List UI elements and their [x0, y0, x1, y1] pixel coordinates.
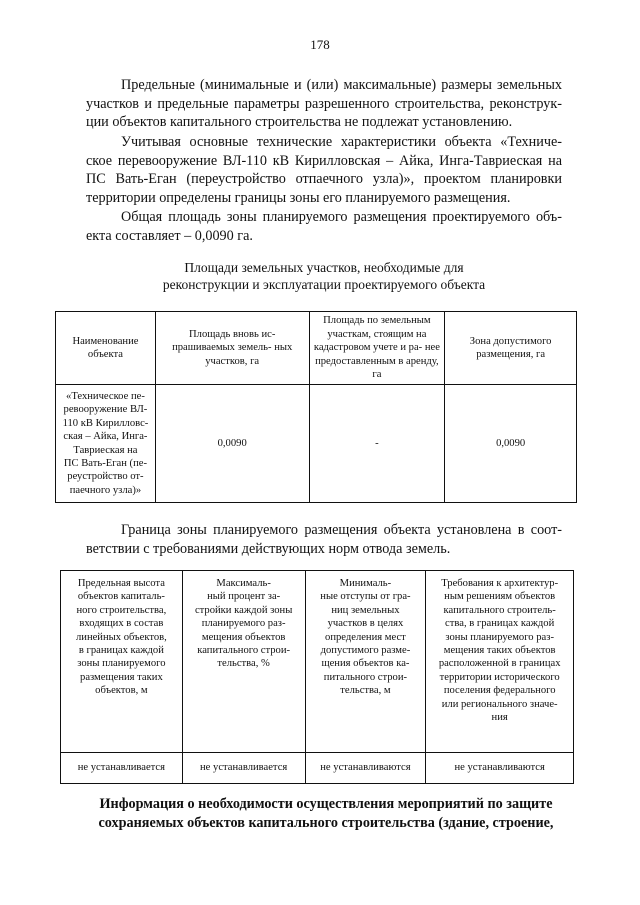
header-zone-area: Зона допустимого размещения, га — [445, 312, 577, 385]
cell-architectural-requirements: не устанавливаются — [426, 753, 574, 784]
header-max-coverage: Максималь- ный процент за- стройки каждой зоны планируемого раз- мещения объектов капитального строи- тельства, % — [182, 571, 305, 753]
heading-line: Информация о необходимости осуществления мероприятий по защите — [99, 796, 553, 812]
paragraph-line: ции объектов капитального строительства не подлежат установлению. — [86, 114, 513, 131]
header-max-height: Предельная высота объектов капиталь- ного строительства, входящих в состав линейных объектов, в границах каждой зоны планируемого размещения таких объектов, м — [61, 571, 183, 753]
caption-line: Площади земельных участков, необходимые для — [184, 260, 464, 275]
paragraph-line: территории определены границы зоны его планируемого размещения. — [86, 189, 511, 206]
table-row — [56, 385, 577, 503]
table-header-row — [61, 571, 574, 753]
paragraph-line: участков и предельные параметры разрешенного строительства, реконструк- — [86, 95, 562, 112]
cell-min-setbacks: не устанавливаются — [305, 753, 426, 784]
paragraph-line: Предельные (минимальные и (или) максимальные) размеры земельных — [121, 77, 562, 93]
paragraph-boundary — [86, 521, 562, 558]
cell-new-area: 0,0090 — [155, 385, 309, 503]
paragraph-line: ское перевооружение ВЛ-110 кВ Кирилловская – Айка, Инга-Тавриеская на — [86, 152, 562, 169]
table-row — [61, 753, 574, 784]
header-object-name: Наименование объекта — [56, 312, 156, 385]
table-header-row — [56, 312, 577, 385]
paragraph-line: Общая площадь зоны планируемого размещения проектируемого объ- — [121, 209, 562, 225]
paragraph-characteristics — [86, 133, 562, 207]
construction-parameters-table — [60, 570, 574, 784]
header-cadastral-area: Площадь по земельным участкам, стоящим на кадастровом учете и ра- нее предоставленным в аренду, га — [309, 312, 445, 385]
paragraph-total-area — [86, 208, 562, 245]
paragraph-line: ПС Вать-Еган (переустройство отпаечного узла)», проектом планировки — [86, 171, 562, 188]
cell-cadastral-area: - — [309, 385, 445, 503]
table1-caption — [86, 259, 562, 293]
header-min-setbacks: Минималь- ные отступы от гра- ниц земельных участков в целях определения мест допустимого разме- щения объектов ка- питального строи- тельства, м — [305, 571, 426, 753]
page-number: 178 — [310, 37, 330, 52]
paragraph-line: Учитывая основные технические характеристики объекта «Техниче- — [121, 134, 562, 150]
cell-object-name: «Техническое пе- ревооружение ВЛ- 110 кВ Кирилловс- ская – Айка, Инга- Тавриеская на ПС Вать-Еган (пе- реустройство от- паечного узла)» — [56, 385, 156, 503]
paragraph-line: екта составляет – 0,0090 га. — [86, 227, 253, 244]
cell-zone-area: 0,0090 — [445, 385, 577, 503]
caption-line: реконструкции и эксплуатации проектируемого объекта — [162, 277, 486, 292]
land-areas-table — [55, 311, 577, 503]
header-architectural-requirements: Требования к архитектур- ным решениям объектов капитального строитель- ства, в границах каждой зоны планируемого раз- мещения таких объектов расположенной в границах территории исторического поселения федерального или регионального значе- ния — [426, 571, 574, 753]
cell-max-coverage: не устанавливается — [182, 753, 305, 784]
paragraph-line: ветствии с требованиями действующих норм отвода земель. — [86, 540, 451, 557]
header-new-area: Площадь вновь ис- прашиваемых земель- ных участков, га — [155, 312, 309, 385]
heading-line: сохраняемых объектов капитального строительства (здание, строение, — [98, 815, 554, 831]
cell-max-height: не устанавливается — [61, 753, 183, 784]
paragraph-line: Граница зоны планируемого размещения объекта установлена в соот- — [121, 522, 562, 538]
section-heading — [66, 795, 586, 833]
paragraph-limits — [86, 76, 562, 132]
